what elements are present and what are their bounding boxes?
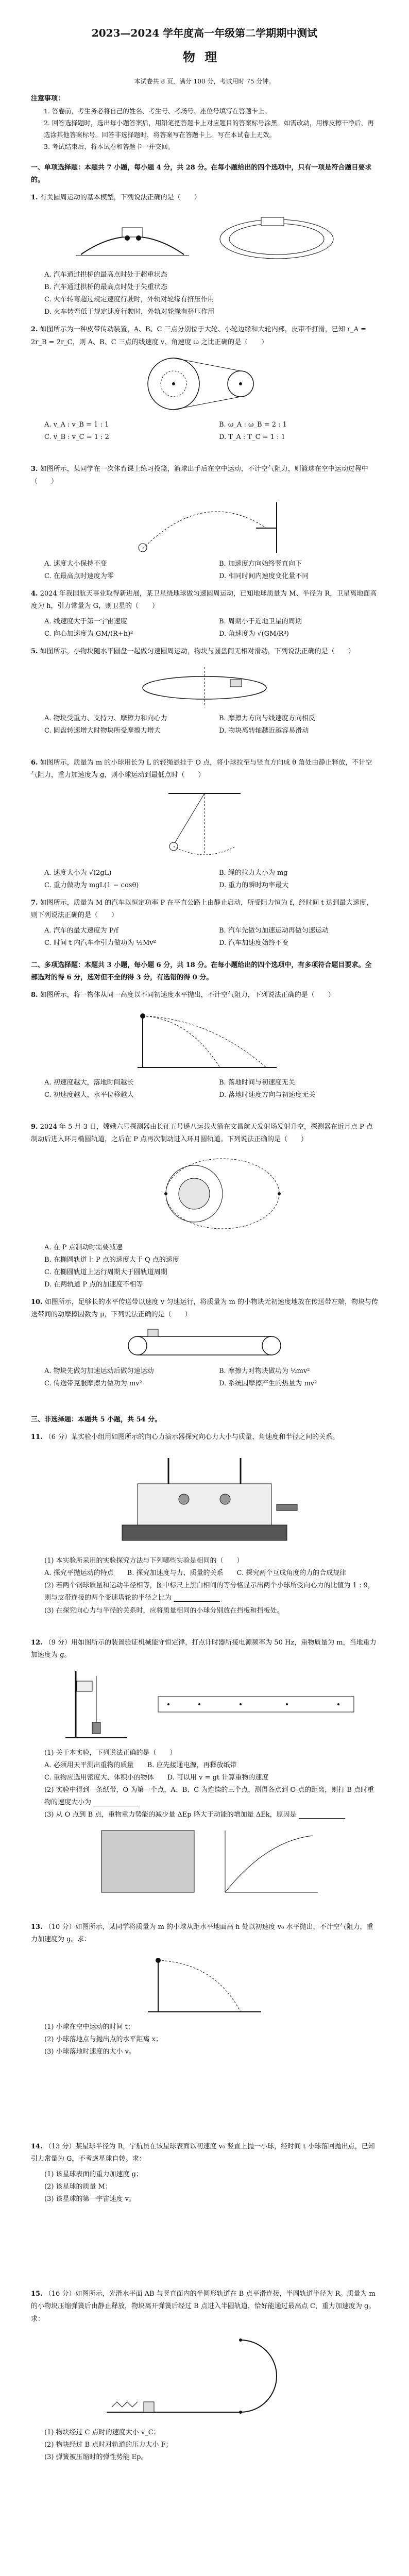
question-7 — [31, 897, 378, 922]
question-text: 如图所示，足够长的水平传送带以速度 v 匀速运行，将质量为 m 的小物块无初速度地放在传送带左端，物块与传送带间的动摩擦因数为 μ，下列说法正确的是（ ） — [31, 1298, 378, 1319]
options-q8 — [31, 1077, 378, 1101]
question-text: （6 分）某实验小组用如图所示的向心力演示器探究向心力大小与质量、角速度和半径之间的关系。 — [44, 1433, 339, 1442]
question-number: 2. — [31, 326, 38, 334]
option-d[interactable]: D. 汽车加速度始终不变 — [219, 939, 289, 947]
option-b[interactable]: B. 绳的拉力大小为 mg — [219, 869, 288, 877]
option-a[interactable]: A. 线速度大于第一宇宙速度 — [44, 617, 127, 625]
question-number: 10. — [31, 1298, 43, 1307]
subquestion: (1) 物块经过 C 点时的速度大小 v_C； — [44, 2428, 160, 2436]
option-d[interactable]: D. 角速度为 √(GM/R³) — [219, 630, 289, 638]
option-b[interactable]: B. 落地时间与初速度无关 — [219, 1078, 295, 1087]
question-number: 5. — [31, 648, 38, 656]
option-d[interactable]: D. 系统因摩擦产生的热量为 mv² — [219, 1380, 317, 1388]
figure-centripetal-apparatus — [107, 1448, 302, 1551]
question-number: 4. — [31, 589, 38, 598]
subquestion: (1) 本实验所采用的实验探究方法与下列哪些实验是相同的（ ） — [44, 1557, 244, 1565]
option-b[interactable]: B. 周期小于近地卫星的周期 — [219, 617, 302, 625]
subquestion: (3) 小球落地时速度的大小 v。 — [44, 2048, 136, 2056]
option-b[interactable]: B. 汽车通过拱桥的最高点时处于失重状态 — [44, 283, 167, 292]
answer-blank[interactable] — [93, 1799, 140, 1806]
option-b[interactable]: B. ω_A : ω_B = 2 : 1 — [219, 420, 287, 429]
options-q9 — [31, 1242, 378, 1291]
option-a[interactable]: A. 汽车的最大速度为 P/f — [44, 927, 118, 935]
option-c[interactable]: C. 初速度越大，水平位移越大 — [44, 1091, 134, 1099]
question-number: 11. — [31, 1433, 43, 1442]
question-1 — [31, 192, 378, 204]
question-4 — [31, 588, 378, 613]
question-text: 如图所示，质量为 m 的小球用长为 L 的轻绳悬挂于 O 点，将小球拉至与竖直方向成 θ 角处由静止释放，不计空气阻力，重力加速度为 g，则小球运动到最低点时（ ） — [31, 759, 372, 779]
question-2 — [31, 324, 378, 348]
subquestion: (2) 小球落地点与抛出点的水平距离 x； — [44, 2036, 163, 2044]
option-d[interactable]: D. 重力的瞬时功率最大 — [219, 882, 289, 890]
exam-title: 2023—2024 学年度高一年级第二学期期中测试 — [91, 27, 318, 39]
question-number: 3. — [31, 465, 38, 473]
options-q5 — [31, 713, 378, 737]
notice-title: 注意事项： — [31, 94, 65, 103]
answer-blank[interactable] — [174, 1594, 220, 1602]
option-b[interactable]: B. 摩擦力方向与线速度方向相反 — [219, 715, 315, 723]
section-title: 一、单项选择题：本题共 7 小题，每小题 4 分，共 28 分。在每小题给出的四个选项中，只有一项是符合题目要求的。 — [31, 164, 372, 184]
options-q2 — [31, 419, 378, 444]
question-text: 如图所示为一种皮带传动装置，A、B、C 三点分别位于大轮、小轮边缘和大轮内部，皮带不打滑，已知 r_A = 2r_B = 2r_C，则 A、B、C 三点的线速度 v、角速度 ω 之比正确的是（ ） — [31, 326, 366, 346]
notice-item: 3. 考试结束后，将本试卷和答题卡一并交回。 — [44, 143, 175, 150]
subquestion: A. 探究平抛运动的特点 B. 探究加速度与力、质量的关系 C. 探究两个互成角度的力的合成规律 — [44, 1569, 347, 1578]
question-8 — [31, 989, 378, 1002]
options-q3 — [31, 558, 378, 583]
option-a[interactable]: A. 汽车通过拱桥的最高点时处于超重状态 — [44, 271, 167, 279]
section-title: 二、多项选择题：本题共 3 小题，每小题 6 分，共 18 分。在每小题给出的四个选项中，有多项符合题目要求。全部选对的得 6 分，选对但不全的得 3 分，有选错的得 0 分。 — [31, 961, 372, 981]
option-a[interactable]: A. 物块先做匀加速运动后做匀速运动 — [44, 1367, 154, 1376]
question-text: 如图所示，某同学在一次体育课上练习投篮，篮球出手后在空中运动，不计空气阻力，则篮球在空中运动过程中（ ） — [31, 465, 368, 485]
figure-rotating-disk — [122, 662, 287, 708]
question-13 — [31, 1921, 378, 1946]
question-number: 8. — [31, 991, 38, 999]
option-d[interactable]: D. 物块离转轴越近越容易滑动 — [219, 727, 309, 735]
question-9 — [31, 1121, 378, 1146]
question-5 — [31, 646, 378, 658]
option-b[interactable]: B. 摩擦力对物块做功为 ½mv² — [219, 1367, 310, 1376]
question-number: 1. — [31, 194, 38, 202]
options-q6 — [31, 867, 378, 892]
question-text: （13 分）某星球半径为 R，宇航员在该星球表面以初速度 v₀ 竖直上抛一小球，经时间 t 小球落回抛出点，已知引力常量为 G，不考虑星球自转。求： — [31, 2143, 375, 2163]
question-text: （9 分）用如图所示的装置验证机械能守恒定律，打点计时器所接电源频率为 50 Hz，重物质量为 m，当地重力加速度为 g。 — [31, 1638, 377, 1659]
option-c[interactable]: C. 时间 t 内汽车牵引力做功为 ½Mv² — [44, 939, 156, 947]
option-a[interactable]: A. 初速度越大，落地时间越长 — [44, 1078, 134, 1087]
figure-horizontal-throw — [138, 1950, 271, 2017]
question-number: 13. — [31, 1923, 43, 1931]
option-c[interactable]: C. v_B : v_C = 1 : 2 — [44, 433, 109, 441]
option-c[interactable]: C. 向心加速度为 GM/(R+h)² — [44, 630, 133, 638]
subquestion: (2) 该星球的质量 M； — [44, 2183, 112, 2191]
question-3 — [31, 463, 378, 488]
question-text: 如图所示，小物块随水平圆盘一起做匀速圆周运动，物块与圆盘间无相对滑动，下列说法正确的是（ ） — [40, 648, 355, 656]
option-d[interactable]: D. 相同时间内速度变化量不同 — [219, 572, 309, 580]
question-text: 有关圆周运动的基本模型，下列说法正确的是（ ） — [40, 194, 201, 202]
figure-pendulum — [138, 786, 271, 863]
figure-projectiles — [127, 1006, 282, 1073]
question-12 — [31, 1637, 378, 1662]
option-a[interactable]: A. 速度大小保持不变 — [44, 560, 107, 568]
notice-item: 2. 回答选择题时，选出每小题答案后，用铅笔把答题卡上对应题目的答案标号涂黑。如需改动，用橡皮擦干净后，再选涂其他答案标号。回答非选择题时，将答案写在答题卡上。写在本试卷上无效。 — [44, 118, 374, 139]
question-text: （10 分）如图所示，某同学将质量为 m 的小球从距水平地面高 h 处以初速度 v₀ 水平抛出，不计空气阻力，重力加速度为 g。求： — [31, 1923, 373, 1943]
option-a[interactable]: A. v_A : v_B = 1 : 1 — [44, 420, 109, 429]
question-14 — [31, 2141, 378, 2165]
option-d[interactable]: D. 火车转弯低于规定速度行驶时，外轨对轮缘有挤压作用 — [44, 308, 215, 316]
question-text: 2024 年我国航天事业取得新进展，某卫星绕地球做匀速圆周运动，已知地球质量为 M、半径为 R，卫星离地面高度为 h，引力常量为 G，则卫星的（ ） — [31, 589, 377, 610]
question-11 — [31, 1431, 378, 1444]
question-6 — [31, 757, 378, 782]
option-c[interactable]: C. 重力做功为 mgL(1 − cosθ) — [44, 882, 139, 890]
options-q4 — [31, 616, 378, 640]
answer-space[interactable] — [31, 2464, 378, 2541]
option-c[interactable]: C. 圆盘转速增大时物块所受摩擦力增大 — [44, 727, 161, 735]
question-number: 6. — [31, 759, 38, 767]
option-a[interactable]: A. 在 P 点制动时需要减速 — [44, 1243, 123, 1251]
option-d[interactable]: D. 在两轨道 P 点的加速度不相等 — [44, 1281, 143, 1289]
figure-bridge-and-train — [71, 208, 338, 265]
question-number: 12. — [31, 1638, 43, 1647]
option-d[interactable]: D. 落地时速度方向与初速度无关 — [219, 1091, 316, 1099]
subquestion: (3) 在探究向心力与半径的关系时，应将质量相同的小球分别放在挡板和挡板处。 — [44, 1606, 284, 1615]
subquestion: (2) 若两个钢球质量和运动半径相等，图中标尺上黑白相间的等分格显示出两个小球所受向心力的比值为 1 : 9，则与皮带连接的两个变速塔轮的半径之比为 — [44, 1582, 374, 1602]
answer-space[interactable] — [31, 2206, 378, 2283]
figure-lunar-orbits — [117, 1150, 292, 1238]
figure-free-fall-experiment — [45, 1666, 364, 1743]
question-number: 14. — [31, 2143, 43, 2151]
exam-meta: 本试卷共 8 页，满分 100 分，考试用时 75 分钟。 — [134, 78, 275, 86]
subquestion: (1) 关于本实验，下列说法正确的是（ ） — [44, 1749, 177, 1757]
figure-belt-drive — [127, 353, 282, 415]
options-q7 — [31, 925, 378, 950]
question-text: 如图所示，质量为 M 的汽车以恒定功率 P 在平直公路上由静止启动，所受阻力恒为 f，经时间 t 达到最大速度，则下列说法正确的是（ ） — [31, 899, 373, 920]
subquestion: (3) 弹簧被压缩时的弹性势能 Ep。 — [44, 2453, 148, 2461]
subquestion: C. 重物应选用密度大、体积小的物体 D. 可以用 v = gt 计算重物的速度 — [44, 1773, 269, 1782]
question-number: 7. — [31, 899, 38, 907]
question-15 — [31, 2288, 378, 2325]
question-number: 9. — [31, 1123, 38, 1131]
option-c[interactable]: C. 在椭圆轨道上运行周期大于圆轨道周期 — [44, 1268, 167, 1276]
notice-item: 1. 答卷前，考生务必将自己的姓名、考生号、考场号、座位号填写在答题卡上。 — [44, 107, 271, 115]
option-d[interactable]: D. T_A : T_C = 1 : 1 — [219, 433, 285, 441]
section-title: 三、非选择题：本题共 5 小题，共 54 分。 — [31, 1416, 162, 1424]
subquestion: A. 必须用天平测出重物的质量 B. 应先接通电源，再释放纸带 — [44, 1761, 237, 1769]
options-q1 — [31, 269, 378, 318]
option-b[interactable]: B. 汽车先做匀加速运动再做匀速运动 — [219, 927, 329, 935]
subquestion: (1) 该星球表面的重力加速度 g； — [44, 2171, 143, 2179]
figure-loop-track — [96, 2330, 313, 2422]
question-text: 如图所示，将一物体从同一高度以不同初速度水平抛出，不计空气阻力，下列说法正确的是（ ） — [40, 991, 335, 999]
option-c[interactable]: C. 传送带克服摩擦力做功为 mv² — [44, 1380, 142, 1388]
subquestion: (1) 小球在空中运动的时间 t； — [44, 2023, 134, 2031]
subquestion: (2) 实验中得到一条纸带，O 为第一个点，A、B、C 为连续的三个点，测得各点到 O 点的距离，则打 B 点时重物的速度大小为 — [44, 1786, 374, 1806]
subquestion: (3) 从 O 点到 B 点，重物重力势能的减少量 ΔEp 略大于动能的增加量 ΔEk，原因是 — [31, 1809, 378, 1821]
answer-blank[interactable] — [299, 1811, 345, 1819]
question-text: （16 分）如图所示，光滑水平面 AB 与竖直面内的半圆形轨道在 B 点平滑连接，半圆轨道半径为 R。质量为 m 的小物块压缩弹簧后由静止释放，物块离开弹簧后经过 B 点进入半圆轨道，恰好能通过最高点 C，重力加速度为 g。求： — [31, 2290, 376, 2323]
option-c[interactable]: C. 在最高点时速度为零 — [44, 572, 114, 580]
subquestion: (3) 该星球的第一宇宙速度 v。 — [44, 2195, 136, 2204]
option-b[interactable]: B. 加速度方向始终竖直向下 — [219, 560, 302, 568]
subquestion: (2) 物块经过 B 点时对轨道的压力大小 F； — [44, 2441, 173, 2449]
question-text: 2024 年 5 月 3 日，嫦娥六号探测器由长征五号遥八运载火箭在文昌航天发射场发射升空，探测器在近月点 P 点制动后进入环月椭圆轨道，之后在 P 点再次制动进入环月圆轨道。下列说法正确的是（ ） — [31, 1123, 373, 1143]
question-10 — [31, 1296, 378, 1321]
options-q10 — [31, 1365, 378, 1390]
option-a[interactable]: A. 速度大小为 √(2gL) — [44, 869, 112, 877]
figure-basketball — [127, 492, 282, 554]
question-number: 15. — [31, 2290, 43, 2298]
option-c[interactable]: C. 火车转弯超过规定速度行驶时，外轨对轮缘有挤压作用 — [44, 296, 214, 304]
figure-graphs — [71, 1825, 338, 1897]
exam-subject: 物理 — [183, 49, 226, 64]
answer-space[interactable] — [31, 2058, 378, 2136]
option-a[interactable]: A. 物块受重力、支持力、摩擦力和向心力 — [44, 715, 167, 723]
figure-conveyor-belt — [117, 1325, 292, 1361]
option-b[interactable]: B. 在椭圆轨道上 P 点的速度大于 Q 点的速度 — [44, 1256, 179, 1264]
